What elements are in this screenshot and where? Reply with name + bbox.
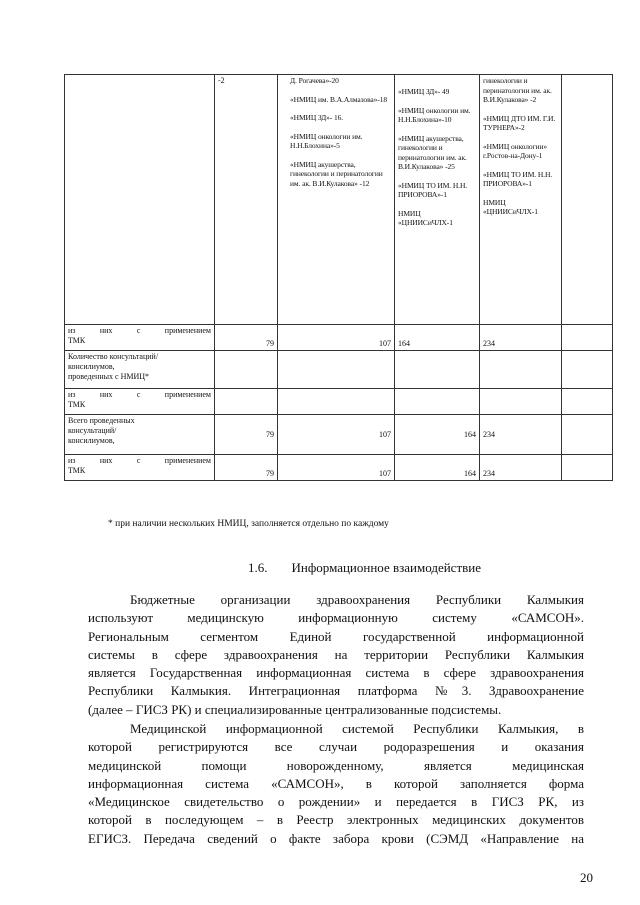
table-cell: 164 (395, 325, 480, 351)
table-cell (215, 389, 278, 415)
table-cell (562, 351, 613, 389)
table-cell: 164 (395, 415, 480, 455)
table-cell (395, 351, 480, 389)
list-item: «НМИЦ им. В.А.Алмазова»-18 (290, 94, 387, 104)
paragraph-1: Бюджетные организации здравоохранения Республики Калмыкия используют медицинскую информационную систему «САМСОН». Региональным сегментом Единой государственной информационной системы в сфере здравоохранения на территории Республики Калмыкия является Государственная информационная система в сфере здравоохранения Республики Калмыкия. Интеграционная платформа №3. Здравоохранение (далее – ГИСЗ РК) и специализированные централизованные подсистемы. (88, 592, 584, 717)
table-cell (480, 351, 562, 389)
nmic-consultations-table (64, 74, 613, 481)
table-cell (278, 389, 395, 415)
list-item: «НМИЦ ТО ИМ. Н.Н. ПРИОРОВА»-1 (398, 180, 468, 199)
list-item: «НМИЦ ТО ИМ. Н.Н. ПРИОРОВА»-1 (483, 169, 553, 188)
list-item: «НМИЦ ЗД»- 49 (398, 87, 450, 96)
list-item: «НМИЦ онкологии им. Н.Н.Блохина»-10 (398, 105, 471, 124)
table-cell (395, 389, 480, 415)
row-label: из них с применением ТМК (65, 325, 215, 351)
row-label: Количество консультаций/ консилиумов, проведенных с НМИЦ* (65, 351, 215, 389)
table-row (65, 389, 613, 415)
section-heading (248, 560, 481, 576)
table-cell: 79 (215, 455, 278, 481)
table-cell: 79 (215, 325, 278, 351)
list-item: НМИЦ «ЦНИИСиЧЛХ-1 (483, 197, 538, 216)
list-item: НМИЦ «ЦНИИСиЧЛХ-1 (398, 208, 453, 227)
table-row (65, 415, 613, 455)
table-cell (278, 351, 395, 389)
table-row (65, 455, 613, 481)
row-label: из них с применением ТМК (65, 389, 215, 415)
table-cell: 234 (480, 415, 562, 455)
table-cell (215, 351, 278, 389)
list-item: «НМИЦ ДТО ИМ. Г.И. ТУРНЕРА»-2 (483, 113, 556, 132)
paragraph-2: Медицинской информационной системой Республики Калмыкия, в которой регистрируются все случаи родоразрешения и оказания медицинской помощи новорожденному, является медицинская информационная система «САМСОН», в которой заполняется форма «Медицинское свидетельство о рождении» и передается в ГИСЗ РК, из которой в последующем – в Реестр электронных медицинских документов ЕГИСЗ. Передача сведений о факте забора крови (СЭМД «Направление на (88, 721, 584, 846)
table-cell (562, 455, 613, 481)
list-item: «НМИЦ ЗД»- 16. (290, 113, 344, 122)
table-cell (278, 75, 395, 325)
section-title: Информационное взаимодействие (291, 560, 481, 575)
table-cell (562, 415, 613, 455)
table-cell (480, 389, 562, 415)
list-item: «НМИЦ акушерства, гинекологии и перинатологии им. ак. В.И.Кулакова» -12 (290, 159, 383, 188)
row-label: Всего проведенных консультаций/ консилиумов, (65, 415, 215, 455)
table-row (65, 325, 613, 351)
list-item: «НМИЦ акушерства, гинекологии и перинатологии им. ак. В.И.Кулакова» -25 (398, 133, 467, 171)
section-number: 1.6. (248, 560, 268, 575)
table-cell: 107 (278, 455, 395, 481)
list-item: гинекологии и перинатологии им. ак. В.И.Кулакова» -2 (483, 76, 552, 104)
table-footnote: * при наличии нескольких НМИЦ, заполняется отдельно по каждому (108, 519, 389, 529)
table-cell (395, 75, 480, 325)
table-cell: 107 (278, 325, 395, 351)
table-cell (562, 75, 613, 325)
table-cell: 107 (278, 415, 395, 455)
table-cell: 234 (480, 455, 562, 481)
table-cell: 234 (480, 325, 562, 351)
table-cell (65, 75, 215, 325)
row-label: из них с применением ТМК (65, 455, 215, 481)
table-cell (562, 325, 613, 351)
table-cell: 79 (215, 415, 278, 455)
table-cell (480, 75, 562, 325)
table-cell (562, 389, 613, 415)
table-row (65, 351, 613, 389)
table-cell: 164 (395, 455, 480, 481)
list-item: «НМИЦ онкологии» г.Ростов-на-Дону-1 (483, 141, 547, 160)
page-number: 20 (580, 870, 593, 885)
table-cell: -2 (215, 75, 278, 325)
table-row (65, 75, 613, 325)
list-item: «НМИЦ онкологии им. Н.Н.Блохина»-5 (290, 131, 363, 150)
list-item: Д. Рогачева»-20 (290, 76, 339, 85)
